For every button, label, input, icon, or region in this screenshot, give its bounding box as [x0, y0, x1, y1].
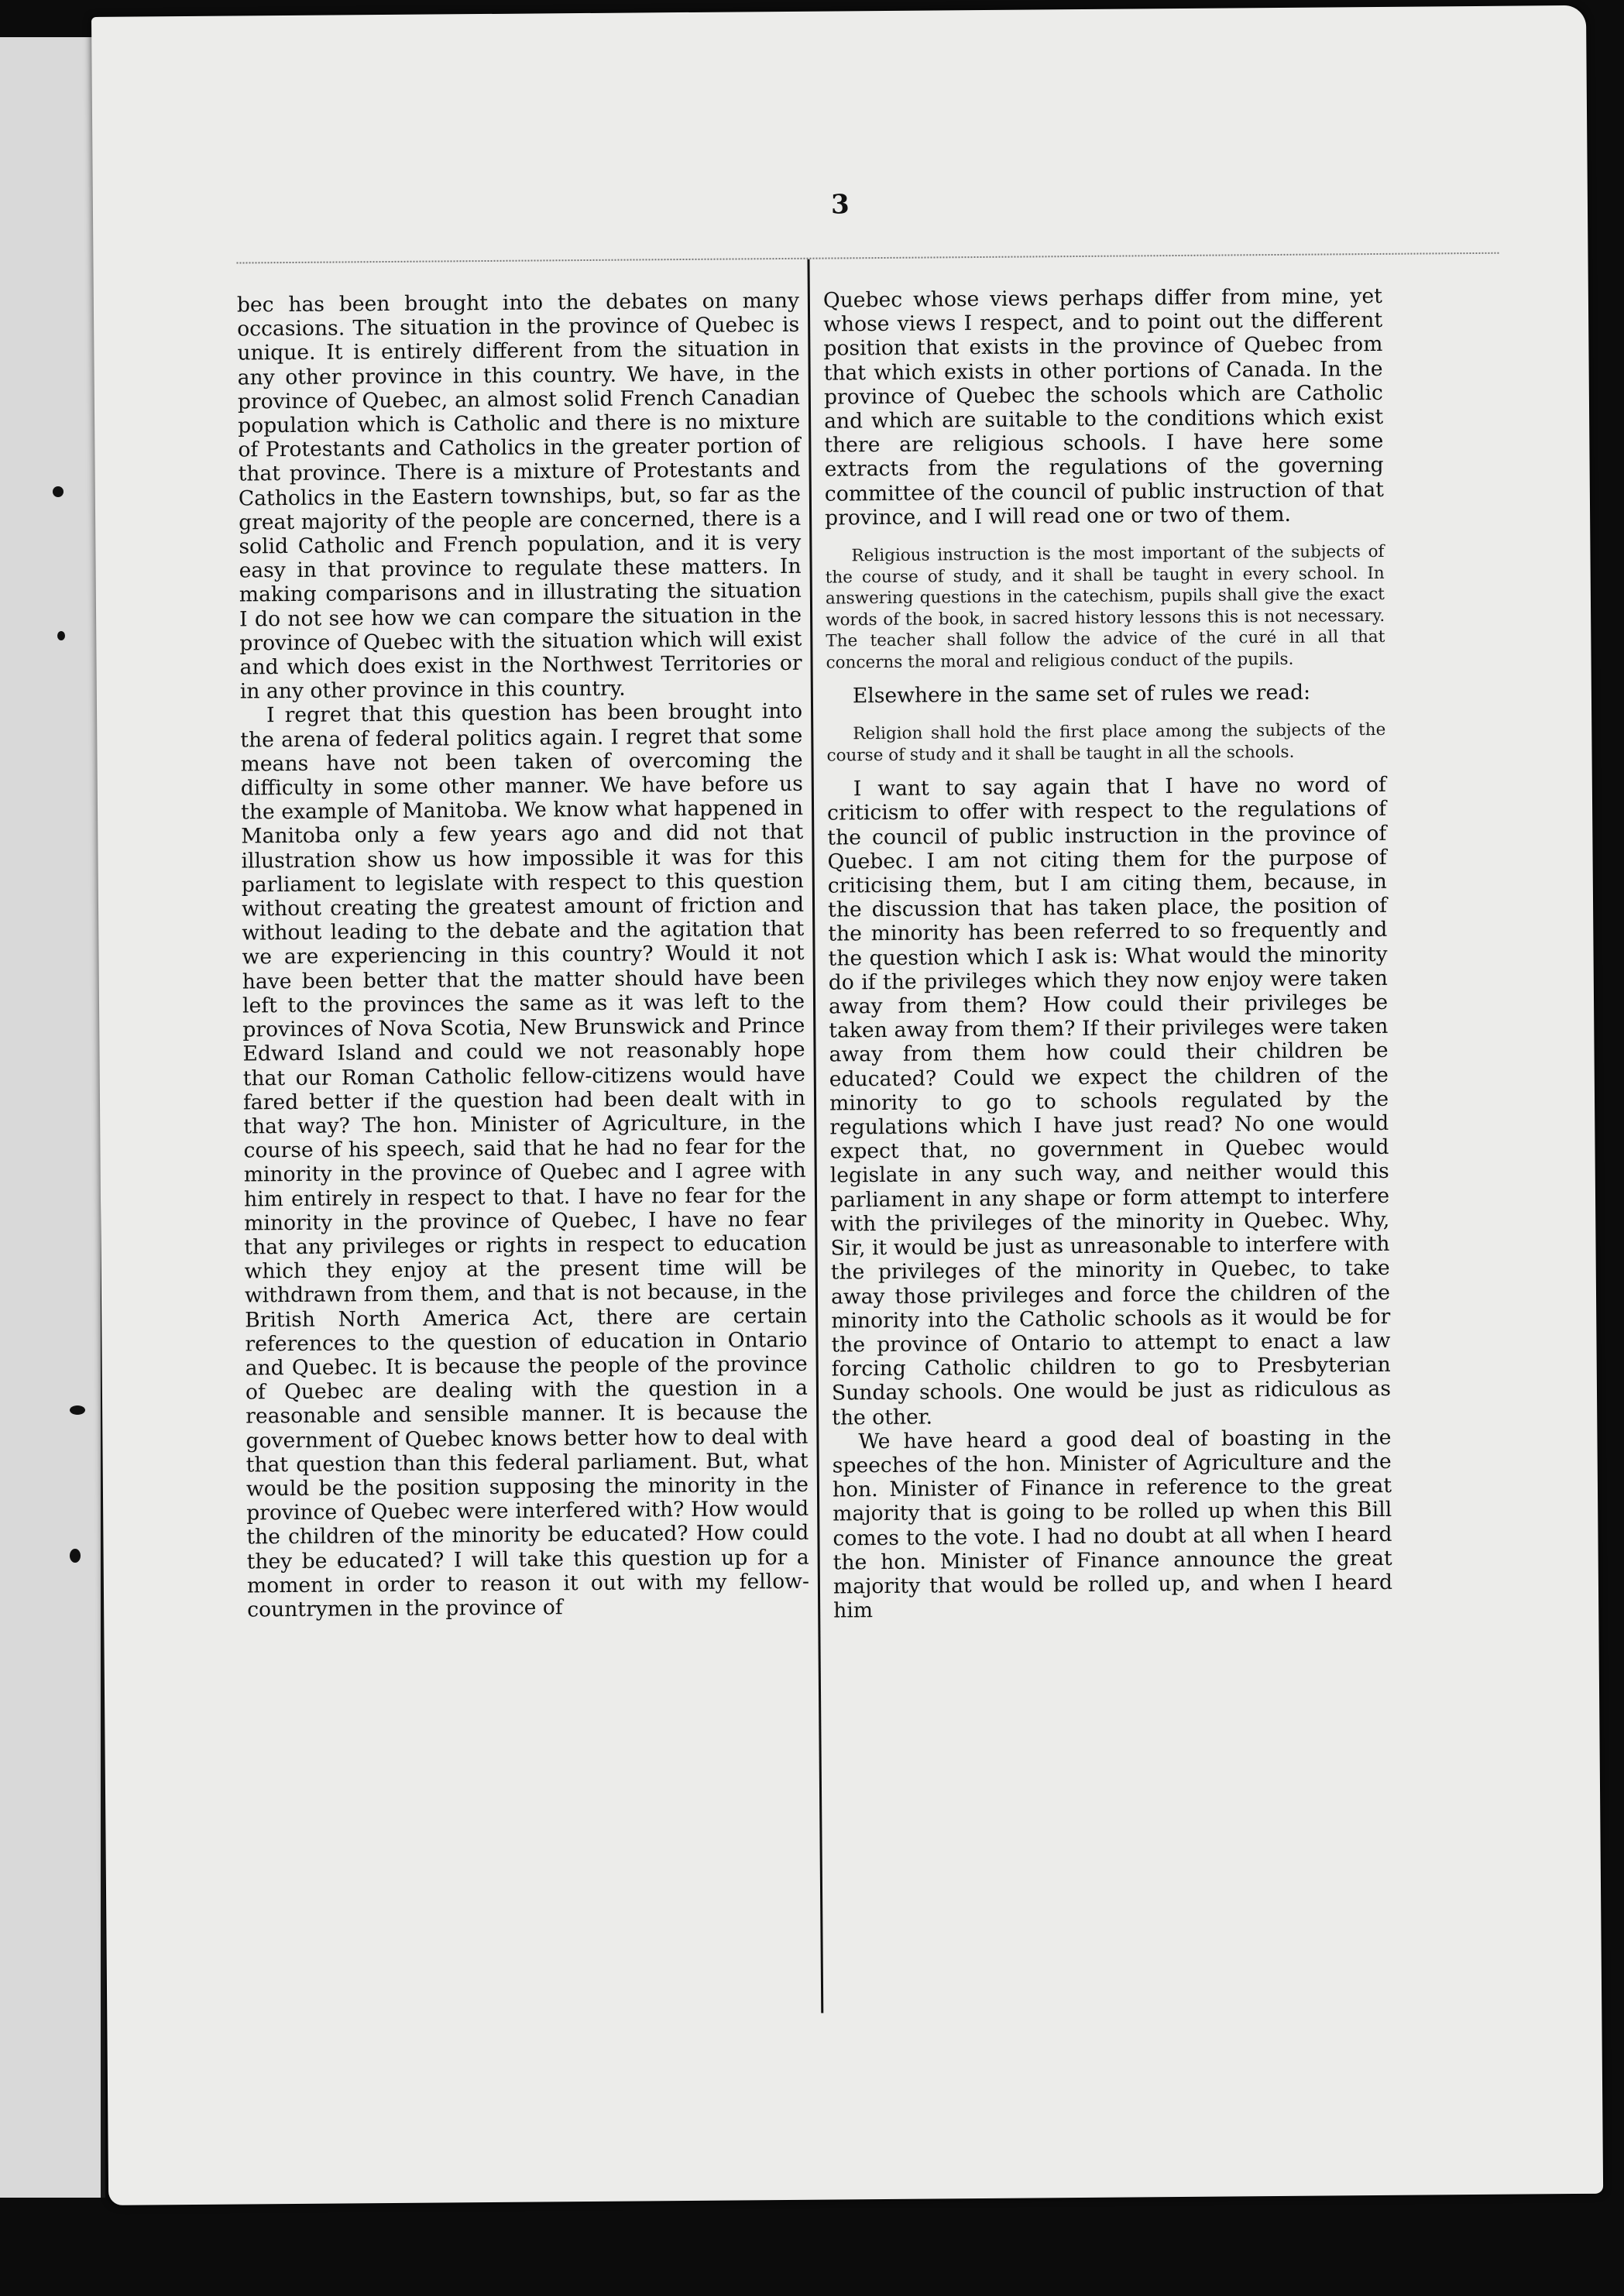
margin-dot: [57, 631, 65, 640]
column-divider: [807, 259, 823, 2013]
left-column: [237, 289, 809, 1622]
paragraph-boasting: We have heard a good deal of boasting in the speeches of the hon. Minister of Agriculture and the hon. Minister of Finance in reference to the great majority that is going to be rolled up when this Bill comes to the vote. I had no doubt at all when I heard the hon. Minister of Finance announce the great majority that would be rolled up, and when I heard him: [832, 1425, 1393, 1623]
paragraph-quebec-views: Quebec whose views perhaps differ from mine, yet whose views I respect, and to point out the different position that exists in the province of Quebec from that which exists in other portions of Canada. In the province of Quebec the schools which are Catholic and which are suitable to the conditions which exist there are religious schools. I have here some extracts from the regulations of the governing committee of the council of public instruction of that province, and I will read one or two of them.: [822, 283, 1384, 530]
margin-dot: [53, 486, 64, 497]
paragraph-quebec-unique: bec has been brought into the debates on many occasions. The situation in the province of Quebec is unique. It is entirely different from the situation in any other province in this country. We have, in the province of Quebec, an almost solid French Canadian population which is Catholic and there is no mixture of Protestants and Catholics in the greater portion of that province. There is a mixture of Protestants and Catholics in the Eastern townships, but, so far as the great majority of the people are concerned, there is a solid Catholic and French population, and it is very easy in that province to regulate these matters. In making comparisons and in illustrating the situation I do not see how we can compare the situation in the province of Quebec with the situation which will exist and which does exist in the Northwest Territories or in any other province in this country.: [236, 288, 802, 704]
page-number: 3: [830, 189, 850, 221]
paragraph-no-criticism: I want to say again that I have no word of criticism to offer with respect to the regulations of the council of public instruction in the province of Quebec. I am not citing them for the purpose of criticising them, but I am citing them, because, in the discussion that has taken place, the position of the minority has been referred to so frequently and the question which I ask is: What would the minority do if the privileges which they now enjoy were taken away from them? How could their privileges be taken away from them? If their privileges were taken away from them how could their children be educated? Could we expect the children of the minority to go to schools regulated by the regulations which I have just read? No one would expect that, no government in Quebec would legislate in any such way, and neither would this parliament in any shape or form attempt to interfere with the privileges of the minority in Quebec. Why, Sir, it would be just as unreasonable to interfere with the privileges of the minority in Quebec, to take away those privileges and force the children of the minority into the Catholic schools as it would be for the province of Ontario to attempt to enact a law forcing Catholic children to go to Presbyterian Sunday schools. One would be just as ridiculous as the other.: [826, 773, 1392, 1430]
paragraph-elsewhere: Elsewhere in the same set of rules we read:: [852, 680, 1311, 709]
adjacent-page-edge: [0, 37, 105, 2198]
document-page: [91, 5, 1603, 2205]
header-rule: [236, 252, 1499, 264]
paragraph-federal-politics: I regret that this question has been brought into the arena of federal politics again. I regret that some means have not been taken of overcoming the difficulty in some other manner. We have before us the example of Manitoba. We know what happened in Manitoba only a few years ago and did not that illustration show us how impossible it was for this parliament to legislate with respect to this question without creating the greatest amount of friction and without leading to the debate and the agitation that we are experiencing in this country? Would it not have been better that the matter should have been left to the provinces the same as it was left to the provinces of Nova Scotia, New Brunswick and Prince Edward Island and could we not reasonably hope that our Roman Catholic fellow-citizens would have fared better if the question had been dealt with in that way? The hon. Minister of Agriculture, in the course of his speech, said that he had no fear for the minority in the province of Quebec and I agree with him entirely in respect to that. I have no fear for the minority in the province of Quebec, I have no fear that any privileges or rights in respect to education which they enjoy at the present time will be withdrawn from them, and that is not because, in the British North America Act, there are certain references to the question of education in Ontario and Quebec. It is because the people of the province of Quebec are dealing with the question in a reasonable and sensible manner. It is because the government of Quebec knows better how to deal with that question than this federal parliament. But, what would be the position supposing the minority in the province of Quebec were interfered with? How would the children of the minority be educated? How could they be educated? I will take this question up for a moment in order to reason it out with my fellow-countrymen in the province of: [240, 699, 810, 1622]
right-column: [823, 284, 1393, 1623]
margin-dot: [70, 1405, 85, 1415]
margin-dot: [70, 1549, 81, 1563]
quotation-religious-instruction: Religious instruction is the most important of the subjects of the course of study, and it shall be taught in every school. In answering questions in the catechism, pupils shall give the exact words of the book, in sacred history lessons this is not necessary. The teacher shall follow the advice of the curé in all that concerns the moral and religious conduct of the pupils.: [825, 541, 1385, 673]
quotation-religion-first-place: Religion shall hold the first place among the subjects of the course of study and it shall be taught in all the schools.: [826, 720, 1386, 766]
